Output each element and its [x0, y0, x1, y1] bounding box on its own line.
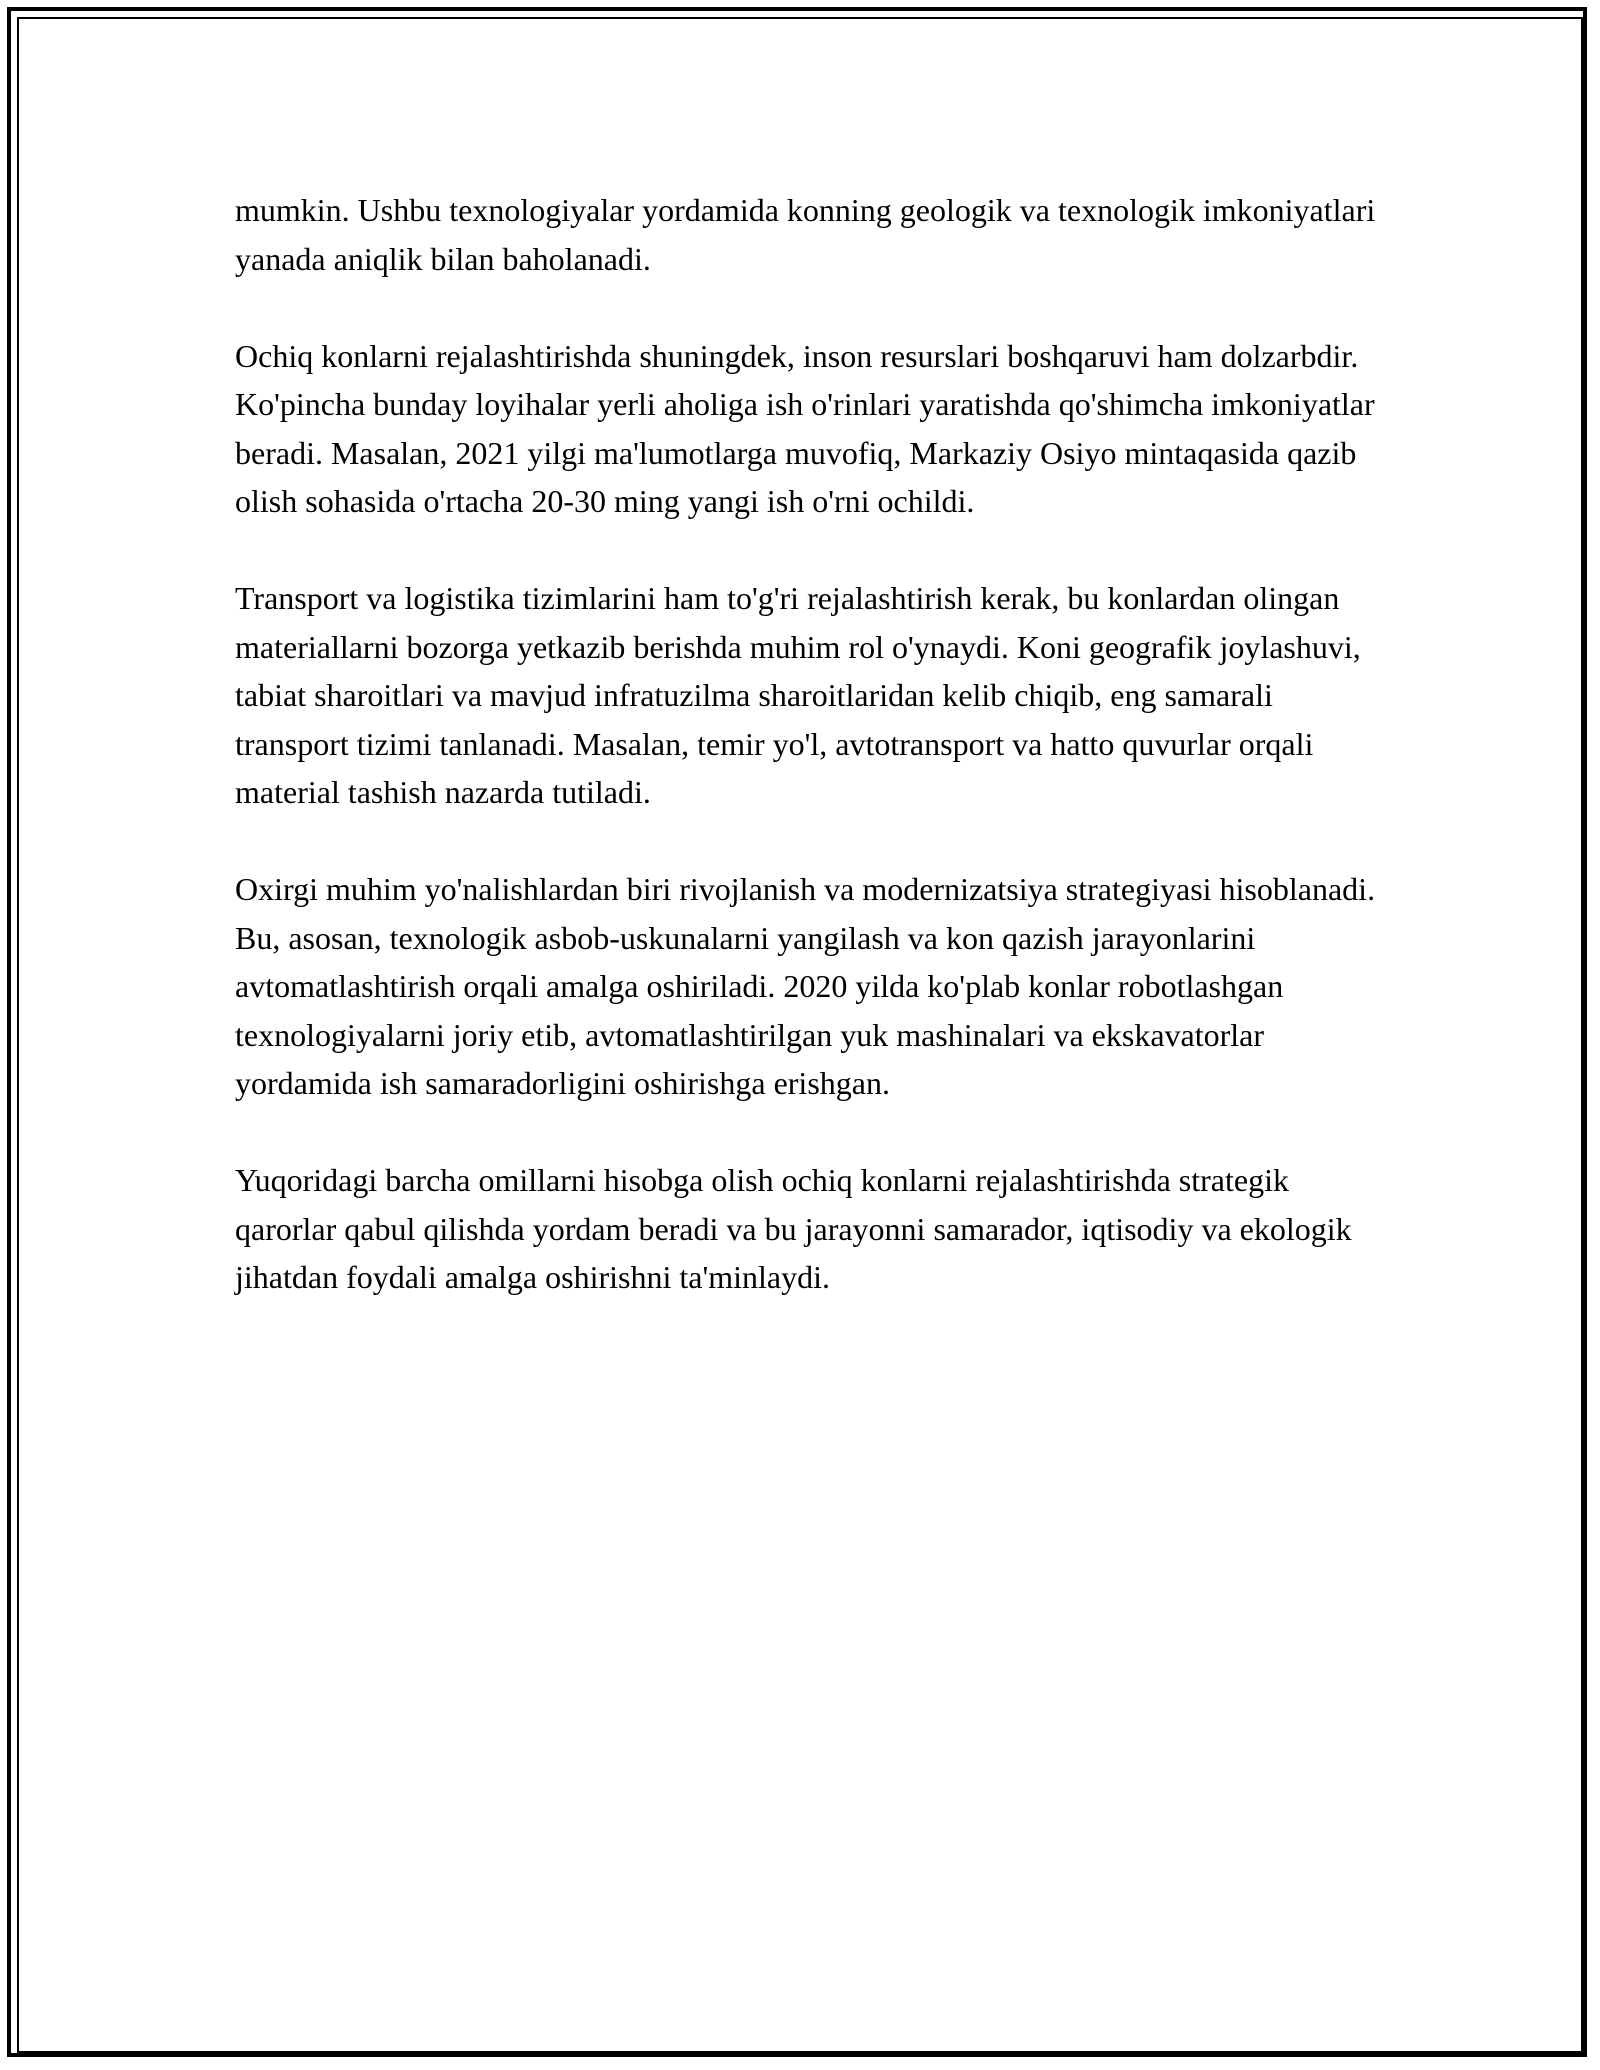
paragraph-3: Transport va logistika tizimlarini ham to'g'ri rejalashtirish kerak, bu konlardan olingan materiallarni bozorga yetkazib berishda muhim rol o'ynaydi. Koni geografik joylashuvi, tabiat sharoitlari va mavjud infratuzilma sharoitlaridan kelib chiqib, eng samarali transport tizimi tanlanadi. Masalan, temir yo'l, avtotransport va hatto quvurlar orqali material tashish nazarda tutiladi. — [235, 580, 1361, 810]
paragraph-1: mumkin. Ushbu texnologiyalar yordamida konning geologik va texnologik imkoniyatlari yanada aniqlik bilan baholanadi. — [235, 192, 1376, 277]
paragraph-5: Yuqoridagi barcha omillarni hisobga olish ochiq konlarni rejalashtirishda strategik qarorlar qabul qilishda yordam beradi va bu jarayonni samarador, iqtisodiy va ekologik jihatdan foydali amalga oshirishni ta'minlaydi. — [235, 1162, 1352, 1295]
paragraph-2: Ochiq konlarni rejalashtirishda shuningdek, inson resurslari boshqaruvi ham dolzarbdir. Ko'pincha bunday loyihalar yerli aholiga ish o'rinlari yaratishda qo'shimcha imkoniyatlar beradi. Masalan, 2021 yilgi ma'lumotlarga muvofiq, Markaziy Osiyo mintaqasida qazib olish sohasida o'rtacha 20-30 ming yangi ish o'rni ochildi. — [235, 337, 1375, 519]
paragraph-4: Oxirgi muhim yo'nalishlardan biri rivojlanish va modernizatsiya strategiyasi hisoblanadi. Bu, asosan, texnologik asbob-uskunalarni yangilash va kon qazish jarayonlarini avtomatlashtirish orqali amalga oshiriladi. 2020 yilda ko'plab konlar robotlashgan texnologiyalarni joriy etib, avtomatlashtirilgan yuk mashinalari va ekskavatorlar yordamida ish samaradorligini oshirishga erishgan. — [235, 871, 1376, 1101]
document-body — [235, 186, 1380, 1350]
